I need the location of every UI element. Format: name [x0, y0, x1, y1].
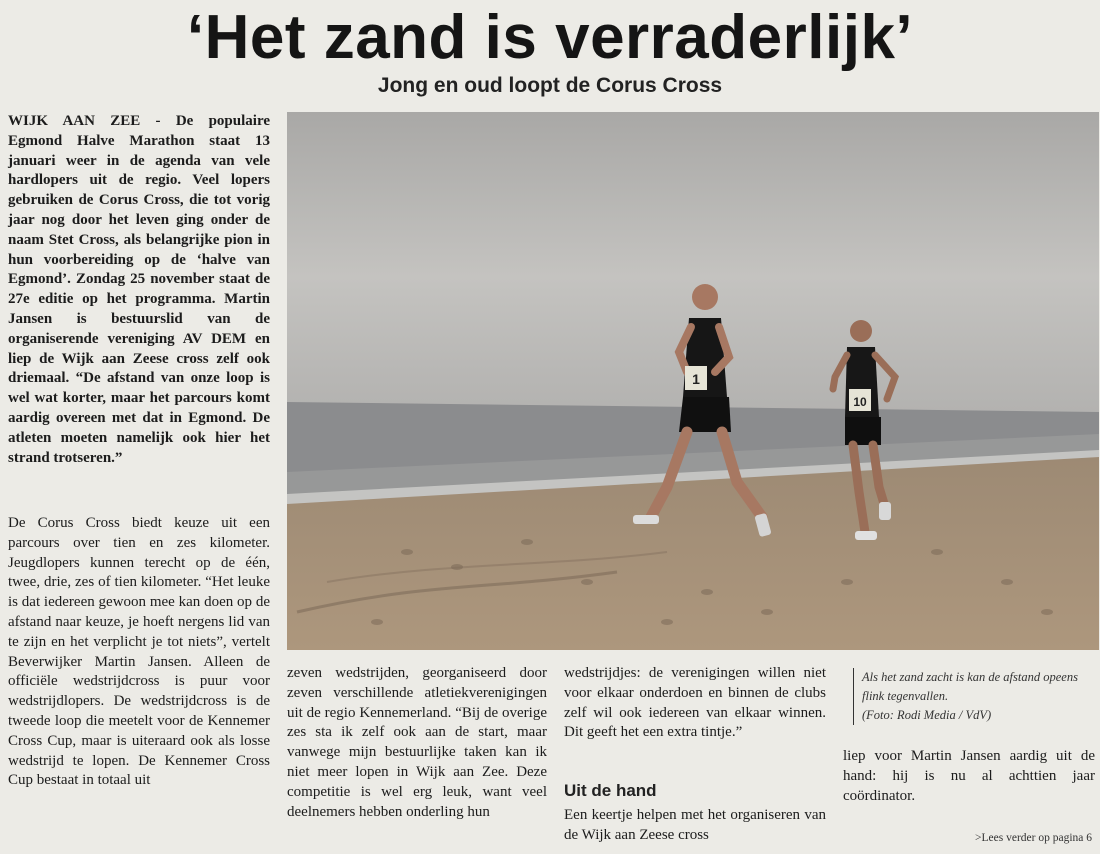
continued-link[interactable]: >Lees verder op pagina 6: [975, 832, 1092, 844]
headline: ‘Het zand is verraderlijk’: [186, 3, 914, 72]
subheadline: Jong en oud loopt de Corus Cross: [377, 74, 723, 97]
caption-text: Als het zand zacht is kan de afstand opeens flink tegenvallen.: [862, 670, 1078, 703]
bib-left: 1: [692, 371, 700, 387]
photo-runners-on-beach: [287, 112, 1099, 650]
column-1: [8, 112, 270, 468]
caption-credit: (Foto: Rodi Media / VdV): [862, 708, 992, 722]
column-1-paragraph-2: De Corus Cross biedt keuze uit een parcours over tien en zes kilometer. Jeugdlopers kunnen terecht op de één, twee, drie, zes of tien kilometer. “Het leuke is dat iedereen gewoon mee kan doen op de afstand naar keuze, je hoeft nergens lid van te zijn en het verplicht je tot niets”, vertelt Beverwijker Martin Jansen. Alleen de officiële wedstrijdcross is puur voor wedstrijdlopers. De wedstrijdcross is de tweede loop die meetelt voor de Kennemer Cross Cup, maar is uiteraard ook als losse wedstrijd te lopen. De Kennemer Cross Cup bestaat in totaal uit: [8, 515, 270, 789]
lead-text: De populaire Egmond Halve Marathon staat 13 januari weer in de agenda van vele hardlopers uit de regio. Veel lopers gebruiken de Corus Cross, die tot vorig jaar nog door het leven ging onder de naam Stet Cross, als belangrijke pion in hun voorbereiding op de ‘halve van Egmond’. Zondag 25 november staat de 27e editie op het programma. Martin Jansen is bestuurslid van de organiserende vereniging AV DEM en liep de Wijk aan Zeese cross zelf ook driemaal. “De afstand van onze loop is wel wat korter, maar het parcours komt aardig overeen met dat in Egmond. De atleten moeten namelijk ook hier het strand trotseren.”: [8, 113, 270, 466]
column-2: zeven wedstrijden, georganiseerd door zeven verschillende atletiekverenigingen uit de regio Kennemerland. “Bij de overige zes sta ik zelf ook aan de start, maar vanwege mijn bestuurlijke taken kan ik niet meer lopen in Wijk aan Zee. Deze competitie is wel erg leuk, want veel deelnemers hebben onderling hun: [287, 665, 547, 820]
lead-paragraph: [8, 112, 270, 468]
column-4: liep voor Martin Jansen aardig uit de hand: hij is nu al achttien jaar coördinator.: [843, 748, 1095, 804]
intertitle: Uit de hand: [564, 781, 657, 800]
dateline: WIJK AAN ZEE -: [8, 113, 161, 129]
column-3: wedstrijdjes: de verenigingen willen niet voor elkaar onderdoen en binnen de clubs zelf wil ook iedereen van elkaar winnen. Dit geeft het een extra tintje.”: [564, 665, 826, 741]
bib-right: 10: [853, 395, 867, 409]
photo-caption: [853, 668, 1100, 725]
column-3-paragraph-2: Een keertje helpen met het organiseren van de Wijk aan Zeese cross: [564, 807, 826, 843]
